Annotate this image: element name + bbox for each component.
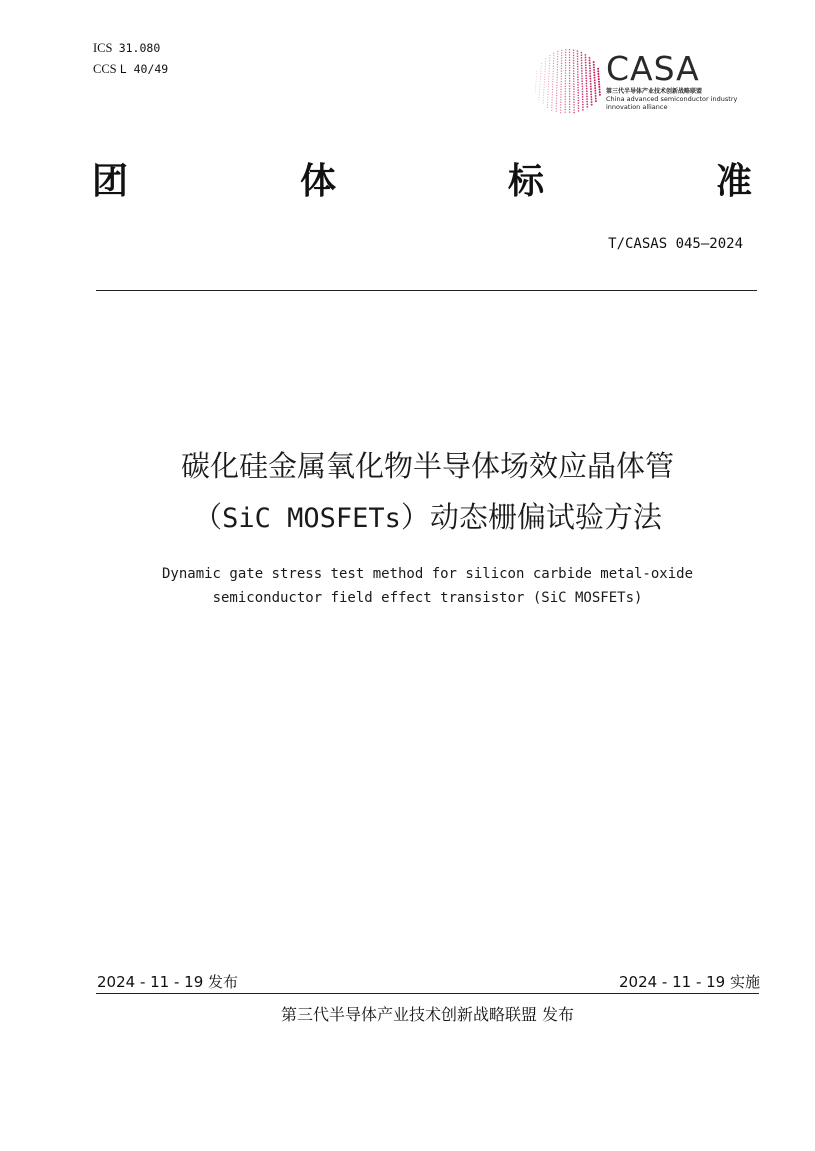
bottom-divider	[96, 993, 759, 994]
title-chinese-line2	[0, 492, 815, 544]
title-paren-open: （	[193, 500, 223, 534]
ics-code	[93, 38, 168, 59]
ics-label: ICS	[93, 41, 113, 55]
title-english-line1: Dynamic gate stress test method for silicon carbide metal-oxide	[161, 566, 693, 582]
logo-name: CASA	[606, 49, 700, 88]
top-divider	[96, 290, 757, 291]
title-chinese	[0, 441, 815, 544]
standard-type-char: 标	[507, 160, 544, 202]
standard-type-char: 准	[715, 160, 752, 202]
title-abbrev: SiC MOSFETs	[222, 503, 401, 534]
title-chinese-line1: 碳化硅金属氧化物半导体场效应晶体管	[180, 449, 674, 483]
logo-name-en-line2: innovation alliance	[606, 102, 668, 111]
standard-type-char: 团	[92, 160, 129, 202]
standard-type-heading	[92, 158, 752, 204]
ccs-code	[93, 59, 168, 80]
logo-name-cn: 第三代半导体产业技术创新战略联盟	[606, 88, 703, 95]
casa-logo-icon	[528, 44, 602, 120]
title-english	[0, 562, 815, 610]
standard-number: T/CASAS 045—2024	[608, 236, 743, 252]
ccs-value: L 40/49	[119, 62, 169, 76]
standard-type-char: 体	[299, 160, 336, 202]
implementation-date: 2024 - 11 - 19 实施	[618, 973, 760, 991]
title-english-line2: semiconductor field effect transistor (SiC MOSFETs)	[212, 590, 643, 606]
ics-value: 31.080	[118, 41, 161, 55]
classification-codes	[93, 38, 168, 80]
casa-logo	[606, 49, 738, 111]
publish-date: 2024 - 11 - 19 发布	[97, 973, 239, 991]
title-chinese-line2-rest: ）动态栅偏试验方法	[400, 500, 662, 534]
logo-name-en-line1: China advanced semiconductor industry	[606, 95, 738, 103]
ccs-label: CCS	[93, 62, 117, 76]
publisher: 第三代半导体产业技术创新战略联盟 发布	[280, 1005, 575, 1024]
